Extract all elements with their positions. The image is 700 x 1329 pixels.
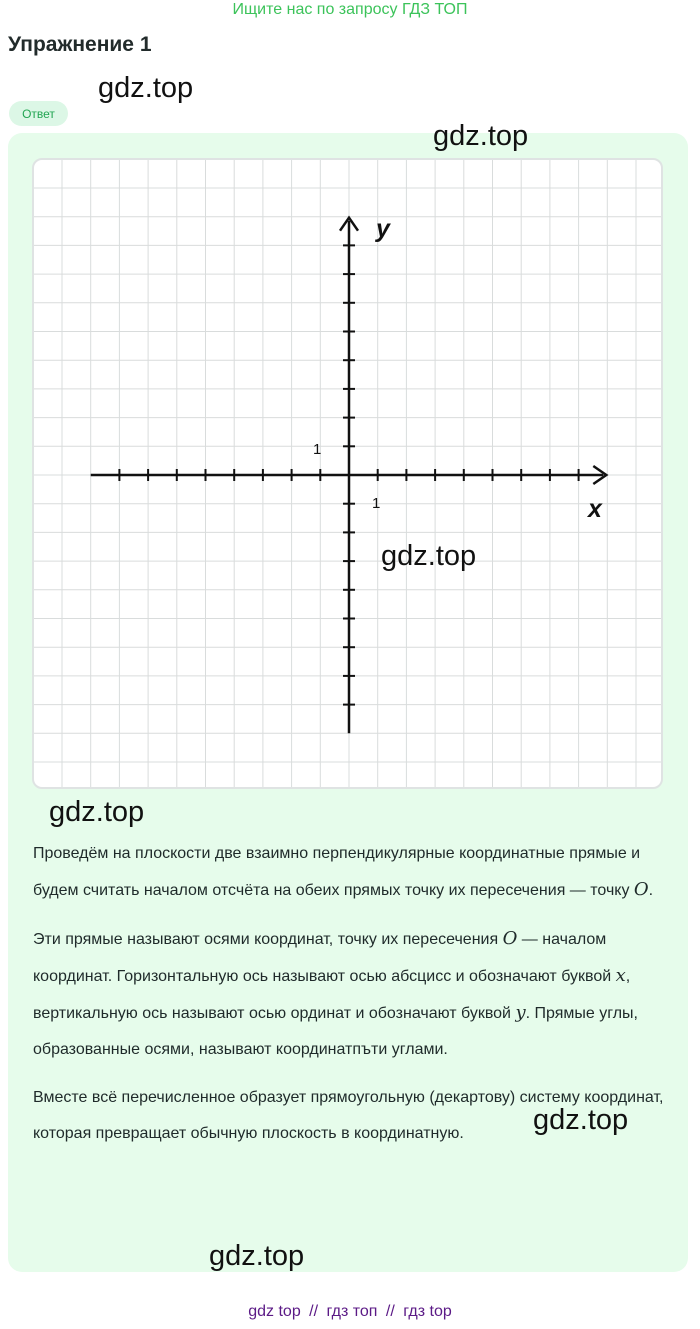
axes (91, 218, 607, 734)
watermark: gdz.top (98, 72, 194, 104)
footer-link[interactable]: гдз top (403, 1303, 452, 1320)
watermark: gdz.top (533, 1104, 629, 1136)
point-o-symbol: O (633, 879, 649, 900)
footer-link[interactable]: гдз топ (326, 1303, 378, 1320)
paragraph-3: Вместе всё перечисленное образует прямоугольную (декартову) систему координат, которая превращает обычную плоскость в координатную. (33, 1089, 664, 1142)
x-unit-label: 1 (372, 495, 381, 512)
answer-tab[interactable]: Ответ (9, 101, 68, 126)
footer-link[interactable]: gdz top (248, 1303, 301, 1320)
point-o-symbol: O (502, 928, 518, 949)
footer-separator: // (309, 1303, 319, 1320)
watermark: gdz.top (381, 540, 477, 572)
y-unit-label: 1 (313, 441, 322, 458)
paragraph-1: Проведём на плоскости две взаимно перпендикулярные координатные прямые и будем считать началом отсчёта на обеих прямых точку их пересечения — точку O. (33, 845, 654, 900)
explanation-text (33, 836, 673, 1164)
x-axis-label: x (588, 495, 602, 523)
watermark: gdz.top (49, 796, 145, 828)
coordinate-plane-svg (34, 160, 661, 787)
search-hint-banner: Ищите нас по запросу ГДЗ ТОП (232, 1, 468, 18)
footer-links (0, 1303, 700, 1321)
watermark: gdz.top (433, 120, 529, 152)
y-symbol: y (515, 1002, 526, 1023)
paragraph-2: Эти прямые называют осями координат, точку их пересечения O — началом координат. Горизонтальную ось называют осью абсцисс и обозначают буквой x, вертикальную ось называют осью ординат и обозначают буквой y. Прямые углы, образованные осями, называют координатпъти углами. (33, 928, 638, 1058)
grid (34, 160, 661, 787)
exercise-title: Упражнение 1 (8, 33, 152, 56)
x-symbol: x (615, 965, 626, 986)
watermark: gdz.top (209, 1240, 305, 1272)
footer-separator: // (385, 1303, 395, 1320)
y-axis-label: y (376, 215, 390, 243)
coordinate-plane-figure (32, 158, 663, 789)
